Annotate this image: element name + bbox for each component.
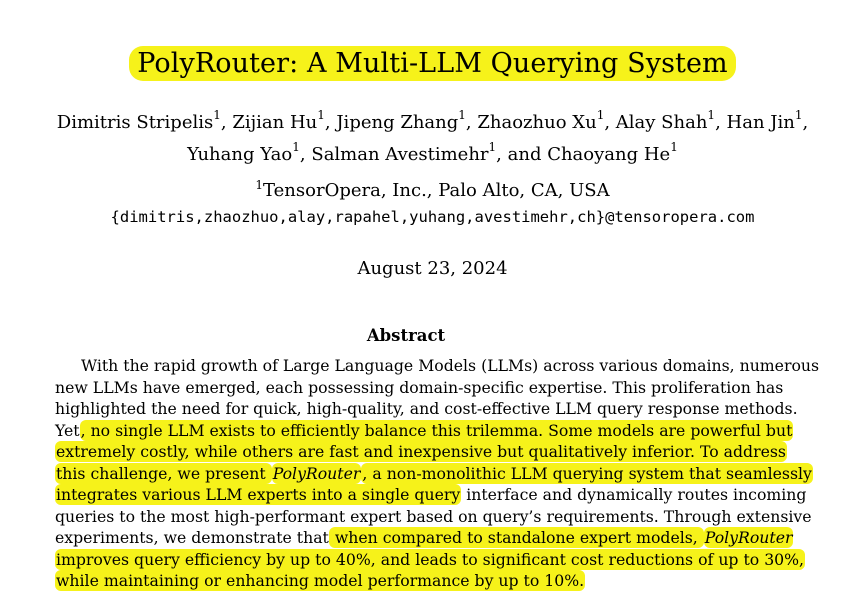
author-separator: , and	[496, 144, 548, 165]
highlighted-text: when compared to standalone expert models,	[329, 528, 703, 547]
affiliation-block	[0, 172, 865, 230]
publication-date: August 23, 2024	[357, 258, 508, 279]
author-affiliation-marker: 1	[707, 108, 716, 122]
author-name: Salman Avestimehr	[311, 144, 489, 165]
author-affiliation-marker: 1	[670, 140, 678, 154]
author-name: Jipeng Zhang	[336, 112, 459, 133]
author-affiliation-marker: 1	[794, 108, 803, 122]
abstract-line	[55, 377, 784, 399]
author-line-2	[0, 136, 865, 168]
abstract-line	[55, 570, 760, 592]
author-separator: ,	[604, 112, 616, 133]
paper-title	[0, 46, 865, 82]
abstract-text: Yet	[55, 420, 80, 440]
highlighted-text: PolyRouter	[272, 463, 361, 483]
abstract-text: new LLMs have emerged, each possessing domain-specific expertise. This proliferation has	[55, 377, 784, 397]
abstract-line	[55, 484, 807, 506]
author-list	[0, 104, 865, 168]
abstract-line	[55, 420, 793, 442]
author-name: Zhaozhuo Xu	[477, 112, 597, 133]
author-affiliation-marker: 1	[488, 140, 497, 154]
affiliation-text: TensorOpera, Inc., Palo Alto, CA, USA	[263, 180, 610, 201]
abstract-line	[55, 506, 812, 528]
highlighted-text: integrates various LLM experts into a single query	[56, 485, 461, 504]
abstract-line	[55, 549, 805, 571]
author-name: Yuhang Yao	[187, 144, 293, 165]
affiliation-marker: 1	[255, 178, 264, 192]
abstract-heading: Abstract	[366, 326, 446, 345]
author-affiliation-marker: 1	[317, 108, 325, 122]
paper-title-text: PolyRouter: A Multi-LLM Querying System	[129, 46, 736, 81]
author-separator: ,	[220, 112, 233, 133]
abstract-line	[55, 463, 812, 485]
highlighted-text: this challenge, we present	[56, 463, 271, 483]
highlighted-text: , a non-monolithic LLM querying system that seamlessly	[362, 463, 812, 483]
abstract-body	[55, 355, 820, 592]
abstract-line	[55, 355, 820, 377]
author-affiliation-marker: 1	[213, 108, 221, 122]
abstract-text: experiments, we demonstrate that	[55, 528, 329, 547]
affiliation	[0, 172, 865, 204]
author-name: Zijian Hu	[232, 112, 318, 133]
author-affiliation-marker: 1	[458, 108, 466, 122]
abstract-line	[55, 527, 793, 549]
author-separator: ,	[324, 112, 337, 133]
abstract-text: highlighted the need for quick, high-quality, and cost-effective LLM query response methods.	[55, 399, 798, 418]
abstract-line	[55, 398, 798, 420]
author-name: Alay Shah	[615, 112, 708, 133]
highlighted-text: extremely costly, while others are fast and inexpensive but qualitatively inferior. To address	[56, 442, 786, 461]
author-separator: ,	[715, 112, 727, 133]
author-separator: ,	[465, 112, 478, 133]
author-affiliation-marker: 1	[292, 140, 300, 154]
author-name: Han Jin	[726, 112, 795, 133]
author-line-1	[0, 104, 865, 136]
author-affiliation-marker: 1	[596, 108, 605, 122]
highlighted-text: improves query efficiency by up to 40%, and leads to significant cost reductions of up to 30%,	[56, 549, 805, 569]
highlighted-text: , no single LLM exists to efficiently balance this trilemma. Some models are powerful but	[80, 420, 793, 440]
abstract-text: interface and dynamically routes incoming	[461, 485, 807, 504]
author-name: Chaoyang He	[547, 144, 671, 165]
highlighted-text: while maintaining or enhancing model performance by up to 10%.	[56, 571, 585, 590]
abstract-line	[55, 441, 786, 463]
author-separator: ,	[802, 112, 809, 133]
abstract-text: With the rapid growth of Large Language Models (LLMs) across various domains, numerous	[81, 356, 820, 375]
highlighted-text: PolyRouter	[704, 528, 793, 547]
abstract-text: queries to the most high-performant expert based on query’s requirements. Through extensive	[55, 506, 812, 526]
author-name: Dimitris Stripelis	[56, 112, 214, 133]
email-addresses: {dimitris,zhaozhuo,alay,rapahel,yuhang,avestimehr,ch}@tensoropera.com	[110, 208, 755, 226]
author-separator: ,	[299, 144, 312, 165]
